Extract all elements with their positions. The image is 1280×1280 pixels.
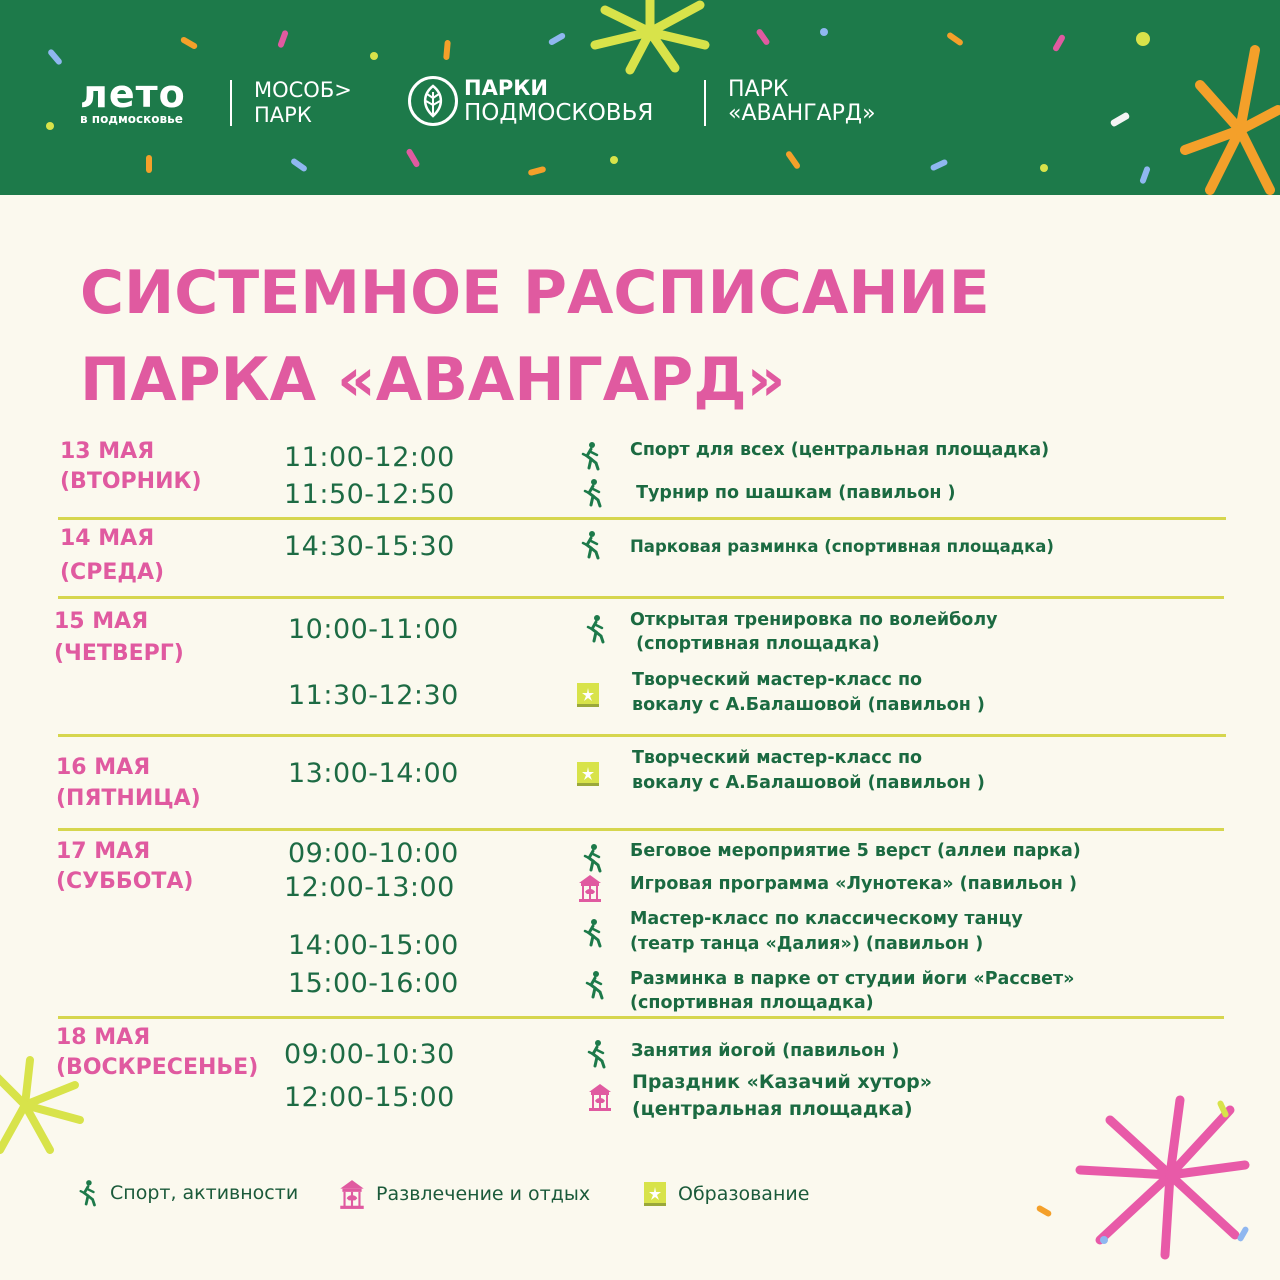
event-time: 10:00-11:00: [288, 614, 459, 645]
confetti: [290, 157, 308, 172]
confetti: [1100, 1236, 1108, 1244]
confetti: [146, 155, 152, 173]
sport-icon: [580, 918, 606, 948]
event-title: Игровая программа «Лунотека» (павильон ): [630, 874, 1077, 894]
confetti: [548, 32, 567, 46]
leto-logo-subtitle: в подмосковье: [80, 112, 183, 126]
divider: [58, 1016, 1224, 1019]
logo-divider: [704, 80, 706, 126]
confetti: [405, 148, 420, 168]
carousel-icon: [338, 1178, 366, 1210]
mosobpark-logo: [254, 78, 352, 128]
day-weekday: (ЧЕТВЕРГ): [54, 641, 184, 666]
sport-icon: [582, 970, 608, 1000]
event-time: 15:00-16:00: [288, 968, 459, 999]
divider: [58, 517, 1226, 520]
event-time: 12:00-15:00: [284, 1082, 455, 1113]
day-date: 13 МАЯ: [60, 439, 155, 464]
day-weekday: (ВТОРНИК): [60, 469, 202, 494]
sport-icon: [580, 478, 606, 508]
education-icon: [642, 1179, 668, 1209]
event-title: Турнир по шашкам (павильон ): [630, 483, 956, 503]
leto-logo-title: лето: [80, 72, 186, 116]
confetti: [180, 36, 199, 50]
confetti: [443, 40, 451, 60]
legend-label: Спорт, активности: [110, 1182, 299, 1204]
parki-logo-line1: ПАРКИ: [464, 76, 548, 100]
carousel-icon: [587, 1082, 613, 1112]
sport-icon: [584, 1039, 610, 1069]
page-title-line1: СИСТЕМНОЕ РАСПИСАНИЕ: [80, 258, 990, 328]
event-title: Мастер-класс по классическому танцу: [630, 909, 1023, 929]
confetti: [1110, 111, 1131, 127]
sport-icon: [578, 530, 604, 560]
event-title: (центральная площадка): [632, 1098, 913, 1120]
event-time: 14:30-15:30: [284, 531, 455, 562]
event-time: 13:00-14:00: [288, 758, 459, 789]
confetti: [1052, 34, 1066, 53]
event-time: 11:00-12:00: [284, 442, 455, 473]
event-title: Творческий мастер-класс по: [632, 748, 923, 768]
parki-logo-line2: ПОДМОСКОВЬЯ: [464, 100, 654, 126]
confetti: [277, 30, 289, 49]
star-decoration: [1170, 40, 1280, 195]
event-title: Открытая тренировка по волейболу: [630, 610, 998, 630]
confetti: [785, 150, 801, 170]
sport-icon: [580, 843, 606, 873]
star-decoration: [0, 1050, 90, 1160]
sport-icon: [76, 1178, 100, 1208]
confetti: [946, 31, 964, 46]
confetti: [1040, 164, 1048, 172]
page-title-line2: ПАРКА «АВАНГАРД»: [80, 345, 786, 415]
page-title: [80, 250, 990, 424]
confetti: [1136, 32, 1150, 46]
day-weekday: (СУББОТА): [56, 869, 194, 894]
legend-item-entertainment: [338, 1178, 590, 1210]
park-logo-line2: «АВАНГАРД»: [728, 101, 876, 126]
legend-item-education: [642, 1179, 809, 1209]
day-date: 18 МАЯ: [56, 1025, 151, 1050]
legend-item-sport: [76, 1178, 298, 1208]
education-icon: [575, 680, 601, 710]
education-icon: [575, 759, 601, 789]
mosobpark-logo-line1: МОСОБ>: [254, 78, 352, 102]
sport-icon: [578, 441, 604, 471]
logo-divider: [230, 80, 232, 126]
confetti: [46, 122, 54, 130]
day-date: 15 МАЯ: [54, 609, 149, 634]
confetti: [1036, 1204, 1053, 1217]
day-date: 14 МАЯ: [60, 526, 155, 551]
event-title: (спортивная площадка): [630, 634, 880, 654]
event-title: Парковая разминка (спортивная площадка): [630, 537, 1054, 556]
event-title: (спортивная площадка): [630, 993, 874, 1013]
day-date: 17 МАЯ: [56, 839, 151, 864]
mosobpark-logo-line2: ПАРК: [254, 103, 312, 127]
day-weekday: (ВОСКРЕСЕНЬЕ): [56, 1055, 259, 1080]
divider: [58, 734, 1226, 737]
event-title: вокалу с А.Балашовой (павильон ): [632, 695, 985, 715]
divider: [58, 828, 1224, 831]
day-weekday: (СРЕДА): [60, 560, 165, 585]
park-avangard-logo: [728, 78, 876, 126]
event-title: вокалу с А.Балашовой (павильон ): [632, 773, 985, 793]
divider: [58, 596, 1224, 599]
event-time: 12:00-13:00: [284, 872, 455, 903]
sport-icon: [583, 614, 609, 644]
event-title: Творческий мастер-класс по: [632, 670, 923, 690]
header-banner: [0, 0, 1280, 195]
confetti: [528, 166, 547, 176]
confetti: [370, 52, 378, 60]
leto-logo: [80, 74, 186, 126]
park-logo-line1: ПАРК: [728, 77, 789, 102]
event-title: Спорт для всех (центральная площадка): [630, 440, 1050, 460]
parki-podmoskovya-logo: [408, 76, 653, 126]
confetti: [610, 156, 618, 164]
day-weekday: (ПЯТНИЦА): [56, 786, 201, 811]
confetti: [755, 28, 770, 46]
event-title: (театр танца «Далия») (павильон ): [630, 934, 984, 954]
confetti: [820, 28, 828, 36]
confetti: [1139, 166, 1151, 185]
event-title: Беговое мероприятие 5 верст (аллеи парка): [630, 841, 1081, 861]
day-date: 16 МАЯ: [56, 755, 151, 780]
event-time: 09:00-10:30: [284, 1039, 455, 1070]
leaf-icon: [408, 76, 458, 126]
event-title: Праздник «Казачий хутор»: [632, 1071, 933, 1093]
event-title: Разминка в парке от студии йоги «Рассвет»: [630, 969, 1075, 989]
event-time: 14:00-15:00: [288, 930, 459, 961]
confetti: [47, 48, 63, 66]
legend-label: Образование: [678, 1183, 810, 1205]
event-time: 11:50-12:50: [284, 479, 455, 510]
event-time: 11:30-12:30: [288, 680, 459, 711]
legend-label: Развлечение и отдых: [376, 1183, 591, 1205]
carousel-icon: [577, 873, 603, 903]
event-time: 09:00-10:00: [288, 838, 459, 869]
event-title: Занятия йогой (павильон ): [631, 1041, 900, 1061]
confetti: [930, 158, 949, 171]
